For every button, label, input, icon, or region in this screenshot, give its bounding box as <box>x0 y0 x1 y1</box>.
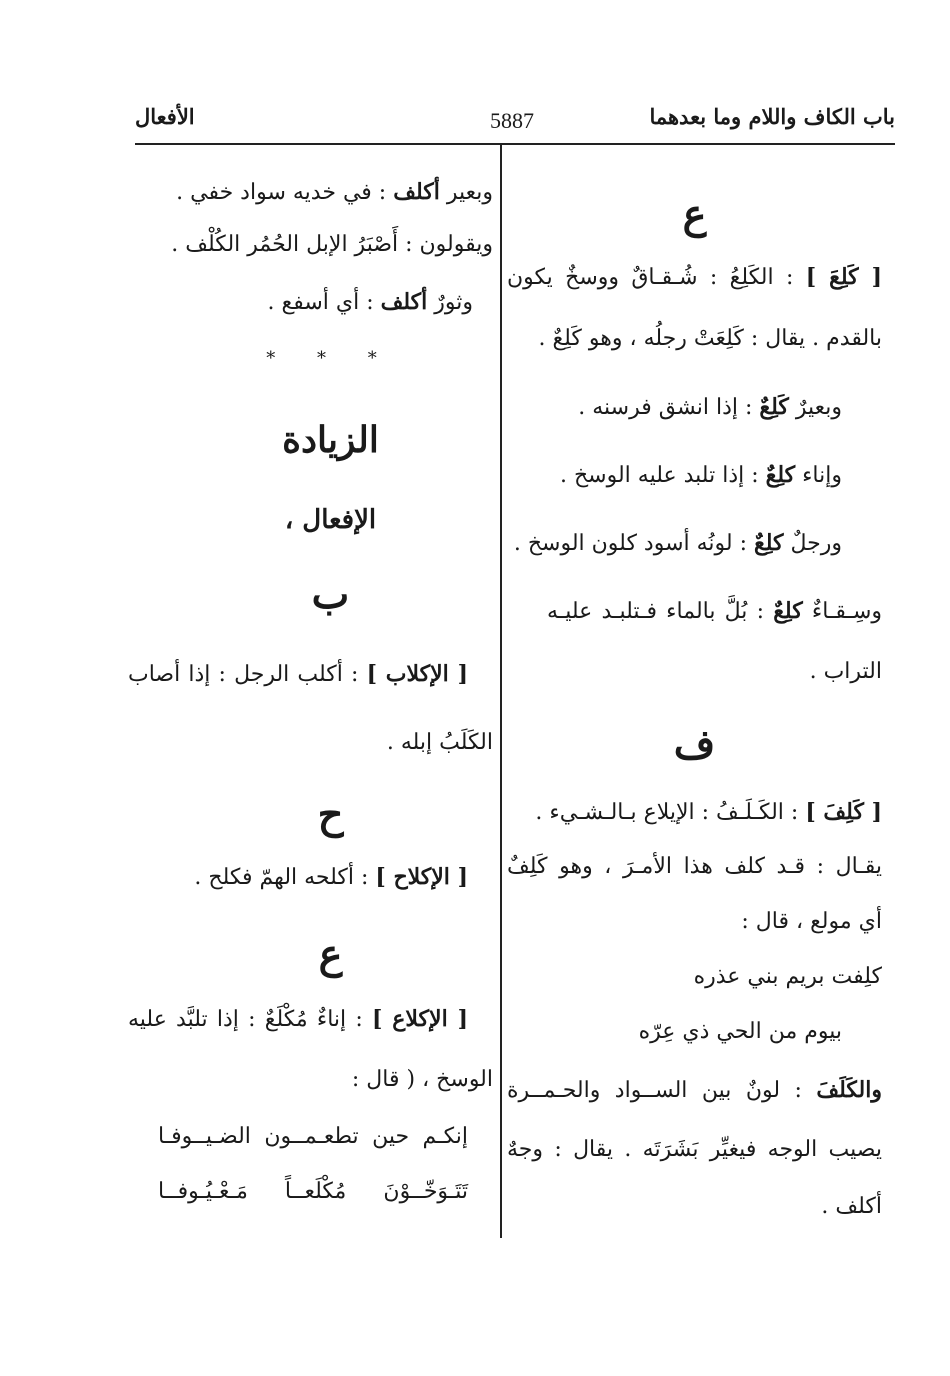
header-rule <box>135 143 895 145</box>
headword: أكلف <box>393 179 440 205</box>
headword: كلِعٌ <box>773 598 803 624</box>
definition-text: : الكَـلَـفُ : الإيلاع بـالـشـيء . <box>535 800 806 825</box>
text-fragment: : إذا انشق فرسنه . <box>578 395 760 420</box>
chapter-title: باب الكاف واللام وما بعدهما <box>649 104 895 129</box>
headword: [ الإكلاع ] <box>372 1006 468 1032</box>
definition-text: : لونٌ بين الســواد والحـمــرة <box>507 1078 817 1103</box>
entry-ikalah-line <box>103 860 468 895</box>
definition-text: : الكَلِعُ : شُـقـاقٌ ووسخٌ يكون <box>507 265 806 290</box>
entry-text-line: ويقولون : أَصْبَرُ الإبل الحُمُر الكُلْف . <box>171 232 493 257</box>
text-fragment: : بُلَّ بالماء فـتلبـد عليـه <box>547 599 774 624</box>
text-fragment: وثورٌ <box>427 290 473 315</box>
entry-text-line: أي مولع ، قال : <box>741 909 882 934</box>
definition-text: : أكلب الرجل : إذا أصاب <box>128 662 367 687</box>
entry-text-line <box>108 285 473 320</box>
verse-line: بيوم من الحي ذي عِرّه <box>638 1019 842 1044</box>
entry-text-line <box>547 594 882 629</box>
headword: كلِعٌ <box>754 530 784 556</box>
text-fragment: : إذا تلبد عليه الوسخ . <box>559 463 766 488</box>
text-fragment: وإناء <box>795 463 842 488</box>
column-divider <box>500 143 502 1238</box>
text-fragment: ورجلٌ <box>783 531 842 556</box>
entry-text-line: التراب . <box>809 659 882 684</box>
verse-line: كلِفت بريم بني عذره <box>693 964 882 989</box>
text-fragment: وسِـقـاءٌ <box>802 599 882 624</box>
entry-text-line <box>467 526 842 561</box>
entry-text-line: يقـال : قـد كلف هذا الأمـرَ ، وهو كَلِفٌ <box>507 854 882 879</box>
verse-line: إنكـم حين تطعـمــون الضـيــوفـا <box>158 1124 468 1149</box>
letter-heading-fa: ف <box>673 721 716 768</box>
entry-text-line: أكلف . <box>821 1194 882 1219</box>
entry-text-line: الوسخ ، ( قال : <box>351 1067 493 1092</box>
entry-ikala-line <box>128 1002 468 1037</box>
entry-text-line <box>507 1073 882 1108</box>
headword: [ الإكلاح ] <box>375 864 468 890</box>
entry-kalia-line <box>507 260 882 295</box>
entry-text-line <box>128 175 493 210</box>
headword: والكَلَفَ <box>816 1077 882 1103</box>
text-fragment: : أي أسفع . <box>267 290 381 315</box>
letter-heading-ain-2: ع <box>318 931 343 978</box>
entry-text-line: يصيب الوجه فيغيِّر بَشَرَتَه . يقال : وجهٌ <box>507 1137 882 1162</box>
entry-text-line <box>467 458 842 493</box>
verse-line: تَتَـوَخّــوْنَ مُكْلَعــاً مَـعْـيُـوفــا <box>158 1179 468 1204</box>
stars-separator: * * * <box>266 348 395 369</box>
headword: [ الإكلاب ] <box>366 661 468 687</box>
headword: كَلِعٌ <box>759 394 789 420</box>
headword: [ كَلِعَ ] <box>805 264 882 290</box>
definition-text: : إناءٌ مُكْلَعٌ : إذا تلبَّد عليه <box>128 1007 373 1032</box>
text-fragment: : في خديه سواد خفي . <box>176 180 394 205</box>
letter-heading-ain: ع <box>682 191 707 238</box>
entry-text-line <box>467 390 842 425</box>
entry-kalif-line <box>507 795 882 830</box>
letter-heading-ba: ب <box>311 571 350 618</box>
entry-text-line: بالقدم . يقال : كَلِعَتْ رجلُه ، وهو كَلِعٌ . <box>538 326 882 351</box>
text-fragment: : لونُه أسود كلون الوسخ . <box>513 531 755 556</box>
headword: أكلف <box>380 289 428 315</box>
subsection-heading: الإفعال ، <box>284 505 377 535</box>
text-fragment: وبعير <box>439 180 493 205</box>
entry-ikalab-line <box>128 657 468 692</box>
entry-text-line: الكَلَبُ إبله . <box>386 730 493 755</box>
definition-text: : أكلحه الهمّ فكلح . <box>194 865 376 890</box>
section-title: الأفعال <box>135 104 195 129</box>
headword: [ كَلِفَ ] <box>805 799 882 825</box>
letter-heading-ha: ح <box>317 791 344 838</box>
headword: كلِعٌ <box>765 462 796 488</box>
page-number: 5887 <box>490 108 534 133</box>
text-fragment: وبعيرٌ <box>788 395 842 420</box>
page-header <box>135 104 895 140</box>
section-heading: الزيادة <box>282 419 379 461</box>
